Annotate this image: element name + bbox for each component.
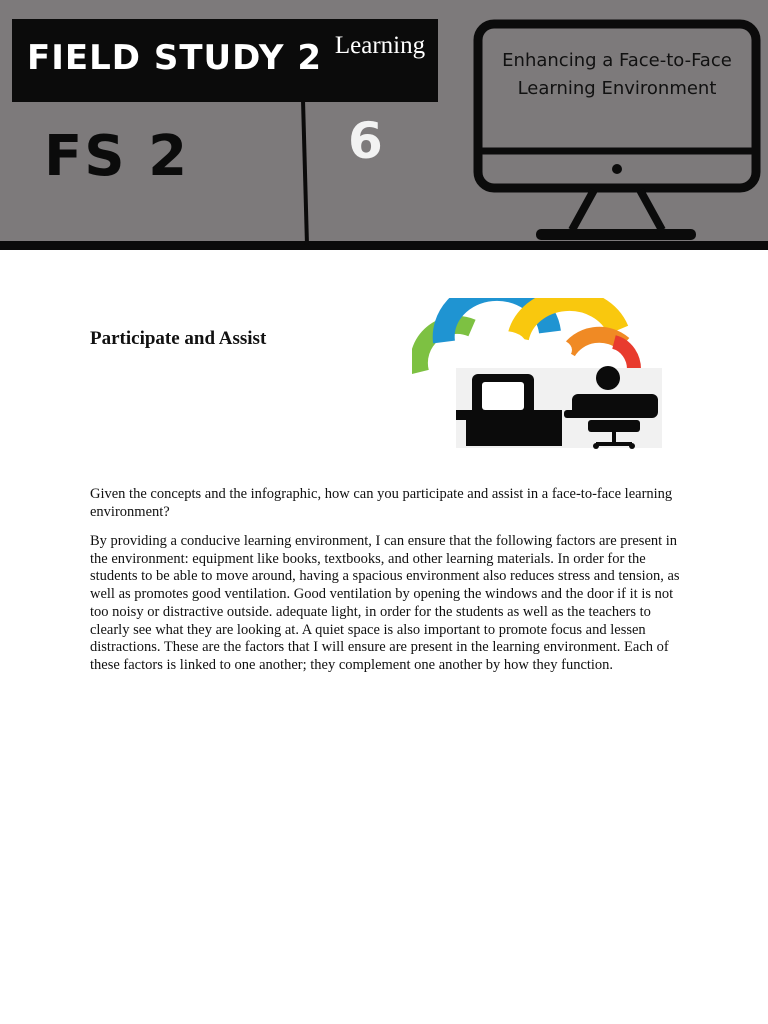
reflection-question: Given the concepts and the infographic, how can you participate and assist in a face-to-face learning environment?: [90, 486, 673, 520]
course-title: FIELD STUDY 2: [27, 38, 322, 78]
header-divider-line: [300, 100, 312, 245]
reflection-answer: By providing a conducive learning environment, I can ensure that the following factors are present in the environment: equipment like books, textbooks, and other learning materials. In order for the students to be able to move around, having a spacious environment also reduces stress and tension, as well as promotes good ventilation. Good ventilation by opening the windows and the door if it is not too noisy or distractive outside. adequate light, in order for the students as well as the teachers to clearly see what they are looking at. A quiet space is also important to promote focus and lessen distractions. These are the factors that I will ensure are present in the learning environment. Each of these factors is linked to one another; they complement one another by how they function.: [90, 533, 680, 673]
topic-title: Enhancing a Face-to-Face Learning Environment: [502, 50, 732, 99]
course-code: FS 2: [44, 124, 190, 189]
classroom-infographic-icon: [412, 298, 662, 450]
section-heading: Participate and Assist: [90, 328, 267, 349]
lesson-number: 6: [348, 112, 383, 170]
learning-label: Learning: [334, 32, 426, 59]
